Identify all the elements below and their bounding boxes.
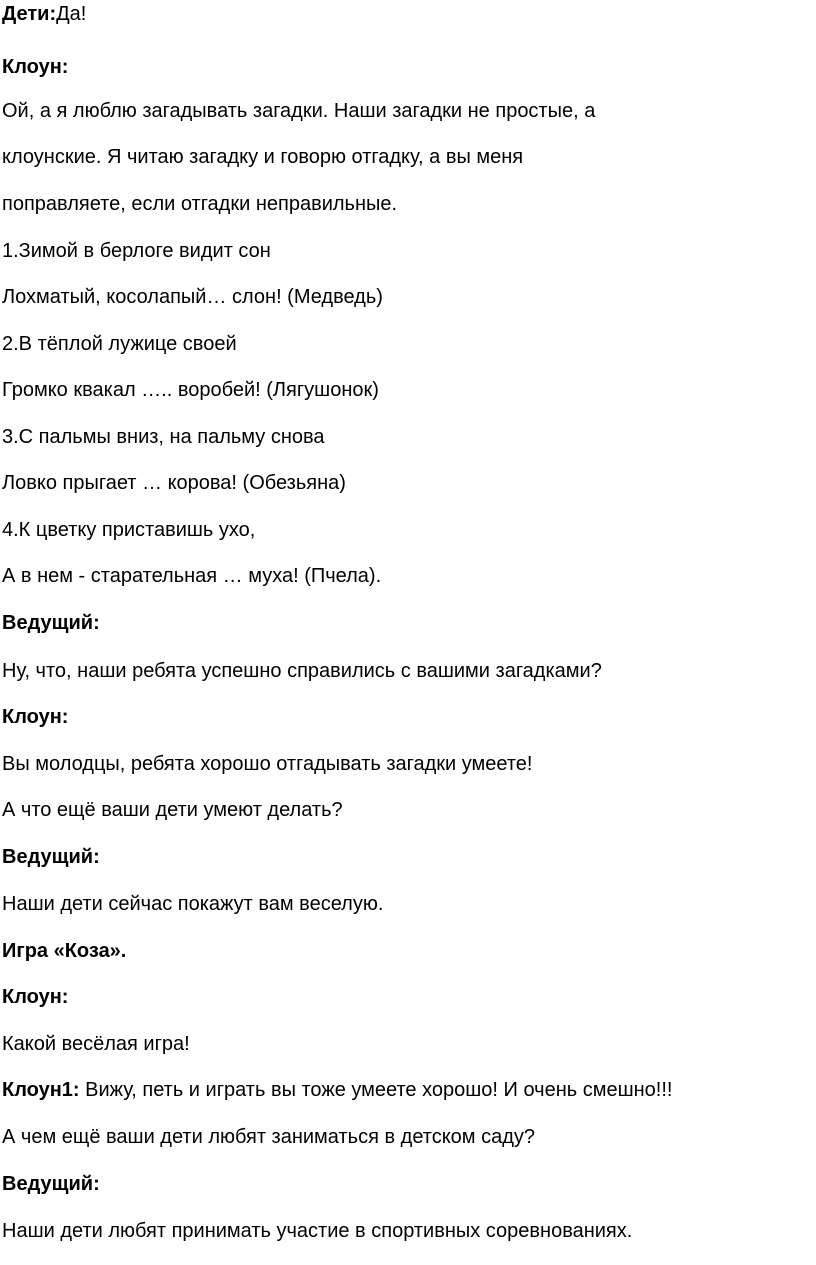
riddle-line-13 — [2, 564, 381, 588]
line-text: Ну, что, наши ребята успешно справились с вашими загадками? — [2, 660, 602, 682]
riddle-line-6 — [2, 239, 271, 263]
line-text: 1.Зимой в берлоге видит сон — [2, 240, 271, 262]
dialogue-line-24 — [2, 1078, 672, 1102]
speaker-label: Ведущий: — [2, 1173, 100, 1195]
text-line-27 — [2, 1219, 632, 1243]
speaker-label: Клоун1: — [2, 1079, 80, 1101]
speaker-label: Ведущий: — [2, 612, 100, 634]
line-text: 4.К цветку приставишь ухо, — [2, 519, 256, 541]
speaker-heading-16 — [2, 705, 68, 729]
speaker-label: Дети: — [2, 3, 57, 25]
line-text: поправляете, если отгадки неправильные. — [2, 193, 398, 215]
line-text: Наши дети любят принимать участие в спортивных соревнованиях. — [2, 1220, 633, 1242]
line-text: клоунские. Я читаю загадку и говорю отгадку, а вы меня — [2, 146, 524, 168]
riddle-line-12 — [2, 518, 255, 542]
riddle-line-10 — [2, 425, 325, 449]
text-line-17 — [2, 752, 532, 776]
speaker-heading-19 — [2, 845, 100, 869]
text-line-23 — [2, 1032, 190, 1056]
line-text: Лохматый, косолапый… слон! (Медведь) — [2, 286, 383, 308]
line-text: Ловко прыгает … корова! (Обезьяна) — [2, 472, 346, 494]
text-line-18 — [2, 798, 343, 822]
speaker-heading-2 — [2, 55, 68, 79]
line-text: А в нем - старательная … муха! (Пчела). — [2, 565, 382, 587]
line-text: Наши дети сейчас покажут вам веселую. — [2, 893, 384, 915]
dialogue-line-1 — [2, 2, 86, 26]
line-text: 3.С пальмы вниз, на пальму снова — [2, 426, 325, 448]
riddle-line-9 — [2, 378, 379, 402]
game-heading-21 — [2, 939, 126, 963]
text-line-4 — [2, 145, 523, 169]
text-line-25 — [2, 1125, 535, 1149]
riddle-line-8 — [2, 332, 237, 356]
speaker-heading-14 — [2, 611, 100, 635]
speaker-heading-22 — [2, 985, 68, 1009]
speaker-heading-26 — [2, 1172, 100, 1196]
line-text: А что ещё ваши дети умеют делать? — [2, 799, 343, 821]
text-line-15 — [2, 659, 602, 683]
riddle-line-11 — [2, 471, 346, 495]
line-text: 2.В тёплой лужице своей — [2, 333, 237, 355]
line-text: Вижу, петь и играть вы тоже умеете хорошо! И очень смешно!!! — [79, 1079, 673, 1101]
line-text: Ой, а я люблю загадывать загадки. Наши загадки не простые, а — [2, 100, 596, 122]
line-text: Вы молодцы, ребята хорошо отгадывать загадки умеете! — [2, 753, 533, 775]
speaker-label: Клоун: — [2, 986, 69, 1008]
line-text: А чем ещё ваши дети любят заниматься в детском саду? — [2, 1126, 536, 1148]
line-text: Громко квакал ….. воробей! (Лягушонок) — [2, 379, 379, 401]
text-line-5 — [2, 192, 397, 216]
text-line-20 — [2, 892, 383, 916]
speaker-label: Ведущий: — [2, 846, 100, 868]
text-line-3 — [2, 99, 595, 123]
line-text: Да! — [56, 3, 87, 25]
speaker-label: Клоун: — [2, 56, 69, 78]
riddle-line-7 — [2, 285, 383, 309]
speaker-label: Клоун: — [2, 706, 69, 728]
speaker-label: Игра «Коза». — [2, 940, 127, 962]
line-text: Какой весёлая игра! — [2, 1033, 190, 1055]
